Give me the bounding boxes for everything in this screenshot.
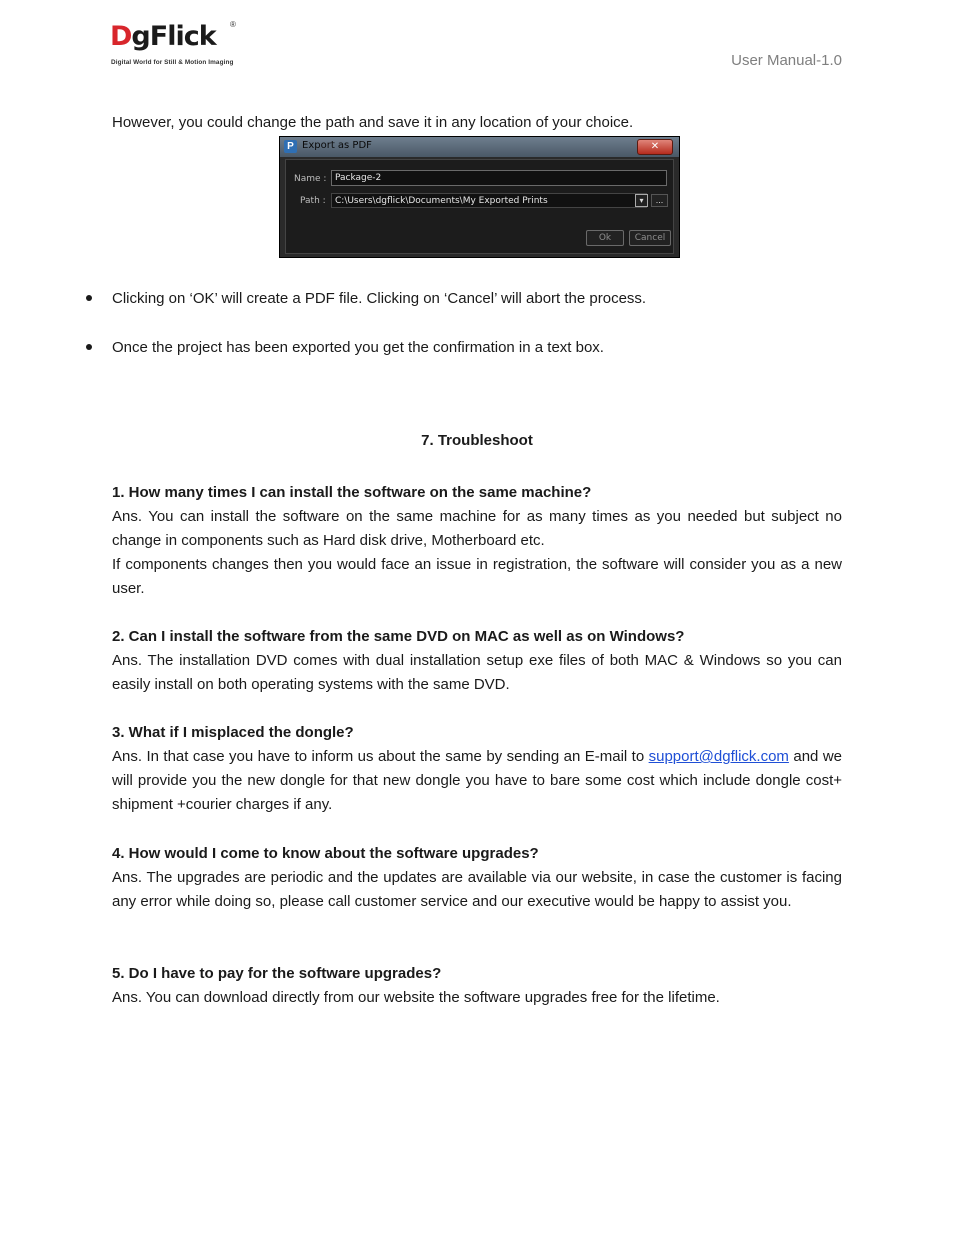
faq-answer: Ans. You can install the software on the same machine for as many times as you needed but subject no change in components such as Hard disk drive, Motherboard etc. — [112, 508, 842, 549]
manual-version-label: User Manual-1.0 — [731, 52, 842, 69]
logo-wordmark — [110, 20, 216, 54]
chevron-down-icon[interactable]: ▾ — [635, 194, 648, 207]
cancel-button[interactable]: Cancel — [629, 230, 671, 246]
faq-answer: Ans. You can download directly from our website the software upgrades free for the lifetime. — [112, 989, 720, 1006]
logo-rest: gFlick — [131, 21, 216, 52]
section-title: 7. Troubleshoot — [421, 432, 533, 449]
export-pdf-dialog — [279, 136, 680, 258]
logo-prefix: D — [110, 21, 132, 52]
faq-answer-extra: If components changes then you would face an issue in registration, the software will consider you as a new user. — [112, 556, 842, 597]
bullet-item: Once the project has been exported you get the confirmation in a text box. — [112, 339, 604, 356]
ok-button[interactable]: Ok — [586, 230, 624, 246]
faq-answer: Ans. The upgrades are periodic and the updates are available via our website, in case the customer is facing any error while doing so, please call customer service and our executive would be happy to assist you. — [112, 869, 842, 910]
faq-answer: Ans. The installation DVD comes with dual installation setup exe files of both MAC & Windows so you can easily install on both operating systems with the same DVD. — [112, 652, 842, 693]
support-email-link[interactable]: support@dgflick.com — [648, 748, 789, 765]
name-input[interactable]: Package-2 — [331, 170, 667, 186]
path-input[interactable]: C:\Users\dgflick\Documents\My Exported Prints — [331, 193, 647, 208]
intro-paragraph: However, you could change the path and save it in any location of your choice. — [112, 114, 634, 131]
dialog-title: Export as PDF — [302, 140, 372, 151]
faq-question: 5. Do I have to pay for the software upgrades? — [112, 965, 442, 982]
faq-answer-text: Ans. In that case you have to inform us about the same by sending an E-mail to — [112, 748, 649, 765]
faq-answer-text: and we will provide you the new dongle for that new dongle you have to bare some cost which include dongle cost+ shipment +courier charges if any. — [112, 748, 842, 813]
faq-question: 1. How many times I can install the software on the same machine? — [112, 484, 592, 501]
bullet-marker — [86, 344, 92, 350]
name-label: Name : — [294, 174, 327, 184]
dialog-body — [285, 159, 674, 254]
app-icon: P — [284, 140, 297, 153]
faq-question: 2. Can I install the software from the same DVD on MAC as well as on Windows? — [112, 628, 685, 645]
faq-answer — [112, 745, 842, 817]
dgflick-logo — [110, 20, 240, 70]
bullet-marker — [86, 295, 92, 301]
path-label: Path : — [300, 196, 326, 206]
close-icon[interactable]: ✕ — [637, 139, 673, 155]
bullet-item: Clicking on ‘OK’ will create a PDF file. Clicking on ‘Cancel’ will abort the process. — [112, 290, 647, 307]
faq-question: 3. What if I misplaced the dongle? — [112, 724, 354, 741]
logo-tagline: Digital World for Still & Motion Imaging — [111, 59, 234, 66]
dialog-titlebar — [280, 137, 679, 157]
logo-registered-mark: ® — [230, 20, 236, 29]
browse-button[interactable]: ... — [651, 194, 668, 207]
faq-question: 4. How would I come to know about the software upgrades? — [112, 845, 539, 862]
